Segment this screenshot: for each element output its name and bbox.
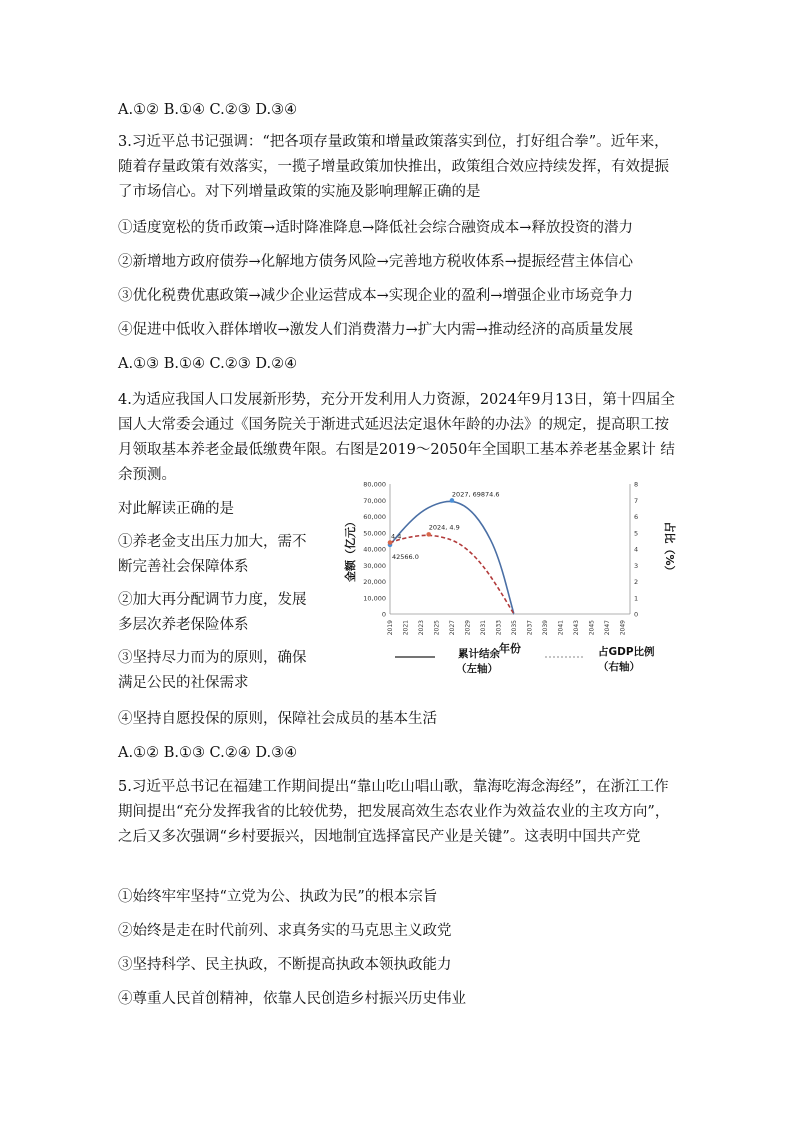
x-tick-label: 2037 <box>526 620 534 636</box>
y-right-axis-title: 占比（%） <box>663 521 676 577</box>
y-left-axis-title: 金额（亿元） <box>344 516 357 582</box>
y-right-tick-label: 6 <box>634 513 639 521</box>
x-tick-label: 2025 <box>433 620 441 636</box>
q3-options: A.①③ B.①④ C.②③ D.②④ <box>118 356 298 372</box>
x-tick-label: 2039 <box>541 620 549 636</box>
y-right-tick-label: 4 <box>634 545 639 554</box>
y-right-tick-label: 1 <box>634 594 639 603</box>
x-tick-label: 2035 <box>510 620 518 636</box>
x-tick-label: 2029 <box>464 620 472 636</box>
pension-fund-chart <box>340 474 680 684</box>
q4-item-1: ①养老金支出压力加大，需不断完善社会保障体系 <box>118 534 307 575</box>
q5-item-3: ③坚持科学、民主执政，不断提高执政本领执政能力 <box>118 957 452 973</box>
data-label: 42566.0 <box>392 552 419 561</box>
q3-stem: 3.习近平总书记强调：“把各项存量政策和增量政策落实到位，打好组合拳”。近年来，随着存量政策有效落实，一揽子增量政策加快推出，政策组合效应持续发挥，有效提振了市场信心。对下列增量政策的实施及影响理解正确的是 <box>118 134 669 200</box>
q4-stem: 4.为适应我国人口发展新形势，充分开发利用人力资源，2024年9月13日，第十四届全国人大常委会通过《国务院关于渐进式延迟法定退休年龄的办法》的规定，提高职工按月领取基本养老金最低缴费年限。右图是2019～2050年全国职工基本养老基金累计 结余预测。 <box>118 392 675 483</box>
q4-item-3: ③坚持尽力而为的原则，确保满足公民的社保需求 <box>118 650 307 691</box>
x-tick-label: 2027 <box>448 620 456 636</box>
x-tick-label: 2041 <box>557 620 565 636</box>
y-left-tick-label: 40,000 <box>363 545 386 554</box>
q3-item-1: ①适度宽松的货币政策→适时降准降息→降低社会综合融资成本→释放投资的潜力 <box>118 220 633 236</box>
y-left-tick-label: 30,000 <box>363 561 386 570</box>
q4-item-4: ④坚持自愿投保的原则，保障社会成员的基本生活 <box>118 711 437 727</box>
y-left-tick-label: 20,000 <box>363 578 386 586</box>
data-point-marker <box>426 532 431 537</box>
legend-label: 占GDP比例 <box>598 646 655 658</box>
legend-label: （左轴） <box>456 663 498 675</box>
data-point-marker <box>450 498 455 503</box>
q2-options: A.①② B.①④ C.②③ D.③④ <box>118 102 298 118</box>
x-tick-label: 2023 <box>417 620 425 636</box>
q4-options: A.①② B.①③ C.②④ D.③④ <box>118 745 298 761</box>
y-left-tick-label: 50,000 <box>363 529 386 538</box>
y-left-tick-label: 0 <box>381 610 386 619</box>
x-tick-label: 2045 <box>588 620 596 636</box>
x-axis-title: 年份 <box>499 642 521 655</box>
y-left-tick-label: 80,000 <box>363 480 386 489</box>
y-right-tick-label: 8 <box>634 480 639 489</box>
q4-item-2: ②加大再分配调节力度，发展多层次养老保险体系 <box>118 592 307 633</box>
data-label: 2027, 69874.6 <box>451 490 500 499</box>
y-right-tick-label: 0 <box>634 610 639 619</box>
q5-item-4: ④尊重人民首创精神，依靠人民创造乡村振兴历史伟业 <box>118 991 466 1007</box>
data-point-marker <box>388 540 393 545</box>
legend-label: 累计结余 <box>458 648 500 660</box>
y-right-tick-label: 3 <box>634 561 639 570</box>
q5-item-1: ①始终牢牢坚持“立党为公、执政为民”的根本宗旨 <box>118 889 438 905</box>
series-line-gdp-ratio <box>390 532 514 614</box>
y-left-tick-label: 10,000 <box>363 594 386 603</box>
y-left-tick-label: 60,000 <box>363 513 386 521</box>
q5-item-2: ②始终是走在时代前列、求真务实的马克思主义政党 <box>118 923 452 939</box>
y-right-tick-label: 2 <box>634 578 639 586</box>
legend-label: （右轴） <box>598 661 640 673</box>
y-right-tick-label: 5 <box>634 529 639 538</box>
x-tick-label: 2047 <box>603 620 611 636</box>
q5-stem: 5.习近平总书记在福建工作期间提出“靠山吃山唱山歌，靠海吃海念海经”，在浙江工作期间提出“充分发挥我省的比较优势，把发展高效生态农业作为效益农业的主攻方向”，之后又多次强调“乡村要振兴，因地制宜选择富民产业是关键”。这表明中国共产党 <box>118 779 670 845</box>
q4-lead: 对此解读正确的是 <box>118 501 234 517</box>
x-tick-label: 2021 <box>402 620 410 636</box>
q3-item-3: ③优化税费优惠政策→减少企业运营成本→实现企业的盈利→增强企业市场竞争力 <box>118 288 633 304</box>
q3-item-4: ④促进中低收入群体增收→激发人们消费潜力→扩大内需→推动经济的高质量发展 <box>118 322 633 338</box>
x-tick-label: 2031 <box>479 620 487 636</box>
q3-item-2: ②新增地方政府债券→化解地方债务风险→完善地方税收体系→提振经营主体信心 <box>118 254 633 270</box>
x-tick-label: 2019 <box>387 620 394 636</box>
x-tick-label: 2049 <box>619 620 627 636</box>
data-label: 4.4 <box>391 532 402 541</box>
y-right-tick-label: 7 <box>634 496 639 505</box>
data-label: 2024, 4.9 <box>428 523 460 532</box>
y-left-tick-label: 70,000 <box>363 496 386 505</box>
x-tick-label: 2033 <box>495 620 503 636</box>
x-tick-label: 2043 <box>572 620 580 636</box>
